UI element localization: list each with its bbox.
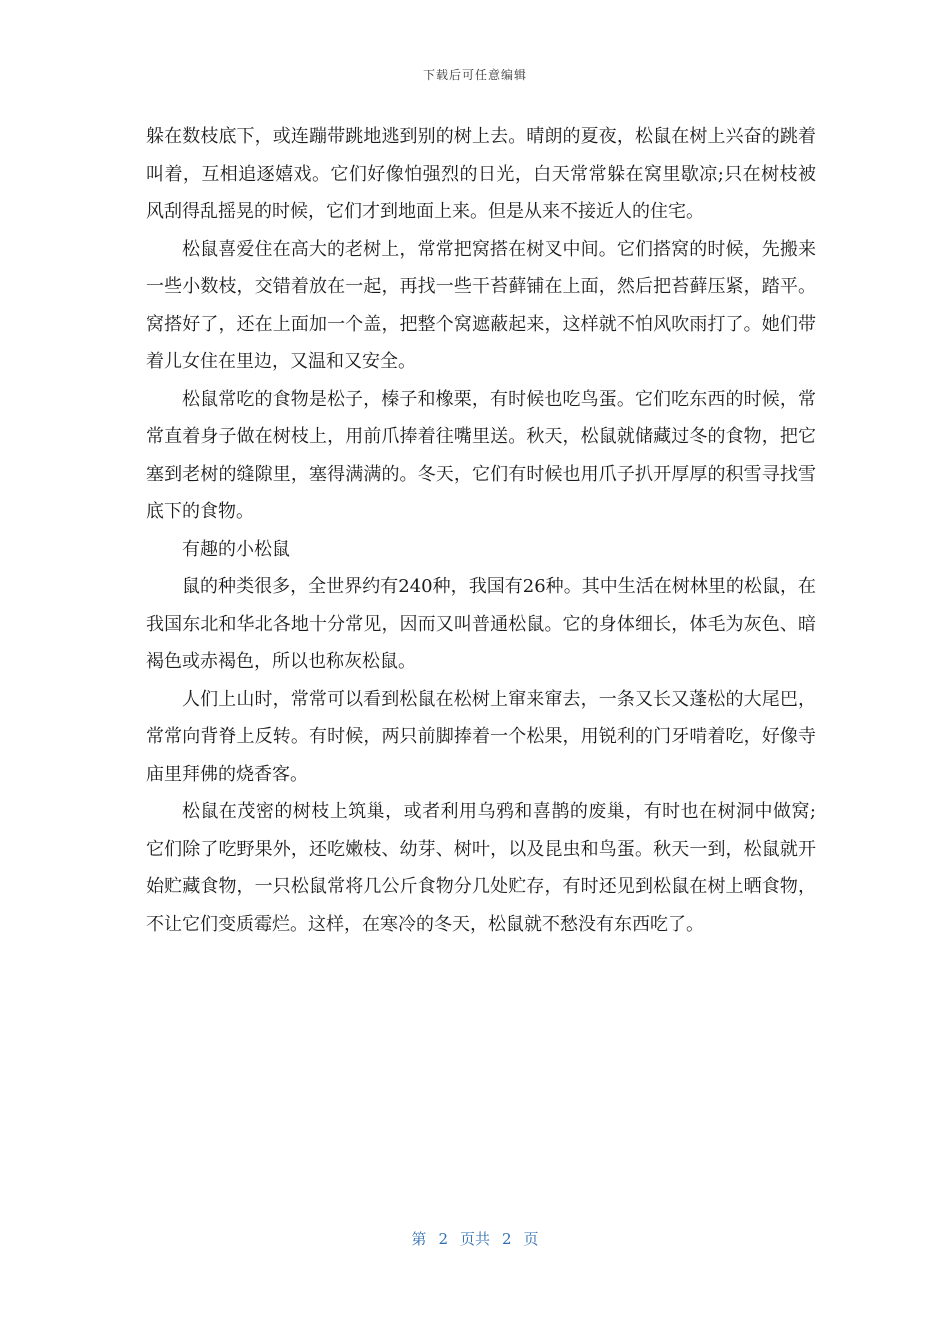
paragraph-storage: 松鼠在茂密的树枝上筑巢，或者利用乌鸦和喜鹊的废巢，有时也在树洞中做窝;它们除了吃野果外，还吃嫩枝、幼芽、树叶，以及昆虫和鸟蛋。秋天一到，松鼠就开始贮藏食物，一只松鼠常将几公斤食物分几处贮存，有时还见到松鼠在树上晒食物，不让它们变质霉烂。这样，在寒冷的冬天，松鼠就不愁没有东西吃了。 [146,801,816,935]
footer-total-pages: 2 [502,1230,512,1248]
document-body [146,118,816,943]
footer-current-page: 2 [438,1230,448,1248]
footer-prefix: 第 [411,1230,427,1248]
paragraph-mountain: 人们上山时，常常可以看到松鼠在松树上窜来窜去，一条又长又蓬松的大尾巴，常常向背脊上反转。有时候，两只前脚捧着一个松果，用锐利的门牙啃着吃，好像寺庙里拜佛的烧香客。 [146,688,816,785]
paragraph-species: 鼠的种类很多，全世界约有240种，我国有26种。其中生活在树林里的松鼠，在我国东北和华北各地十分常见，因而又叫普通松鼠。它的身体细长，体毛为灰色、暗褐色或赤褐色，所以也称灰松鼠。 [146,576,816,672]
page-header: 下载后可任意编辑 [422,68,527,82]
paragraph-food: 松鼠常吃的食物是松子，榛子和橡栗，有时候也吃鸟蛋。它们吃东西的时候，常常直着身子做在树枝上，用前爪捧着往嘴里送。秋天，松鼠就储藏过冬的食物，把它塞到老树的缝隙里，塞得满满的。冬天，它们有时候也用爪子扒开厚厚的积雪寻找雪底下的食物。 [146,388,816,522]
section-title: 有趣的小松鼠 [182,538,290,560]
footer-suffix: 页 [523,1230,539,1248]
footer-middle: 页共 [459,1230,490,1248]
paragraph-continuation: 躲在数枝底下，或连蹦带跳地逃到别的树上去。晴朗的夏夜，松鼠在树上兴奋的跳着叫着，互相追逐嬉戏。它们好像怕强烈的日光，白天常常躲在窝里歇凉;只在树枝被风刮得乱摇晃的时候，它们才到地面上来。但是从来不接近人的住宅。 [146,126,816,222]
paragraph-nest: 松鼠喜爱住在高大的老树上，常常把窝搭在树叉中间。它们搭窝的时候，先搬来一些小数枝，交错着放在一起，再找一些干苔藓铺在上面，然后把苔藓压紧，踏平。窝搭好了，还在上面加一个盖，把整个窝遮蔽起来，这样就不怕风吹雨打了。她们带着儿女住在里边，又温和又安全。 [146,238,816,372]
page-footer [0,1228,950,1249]
